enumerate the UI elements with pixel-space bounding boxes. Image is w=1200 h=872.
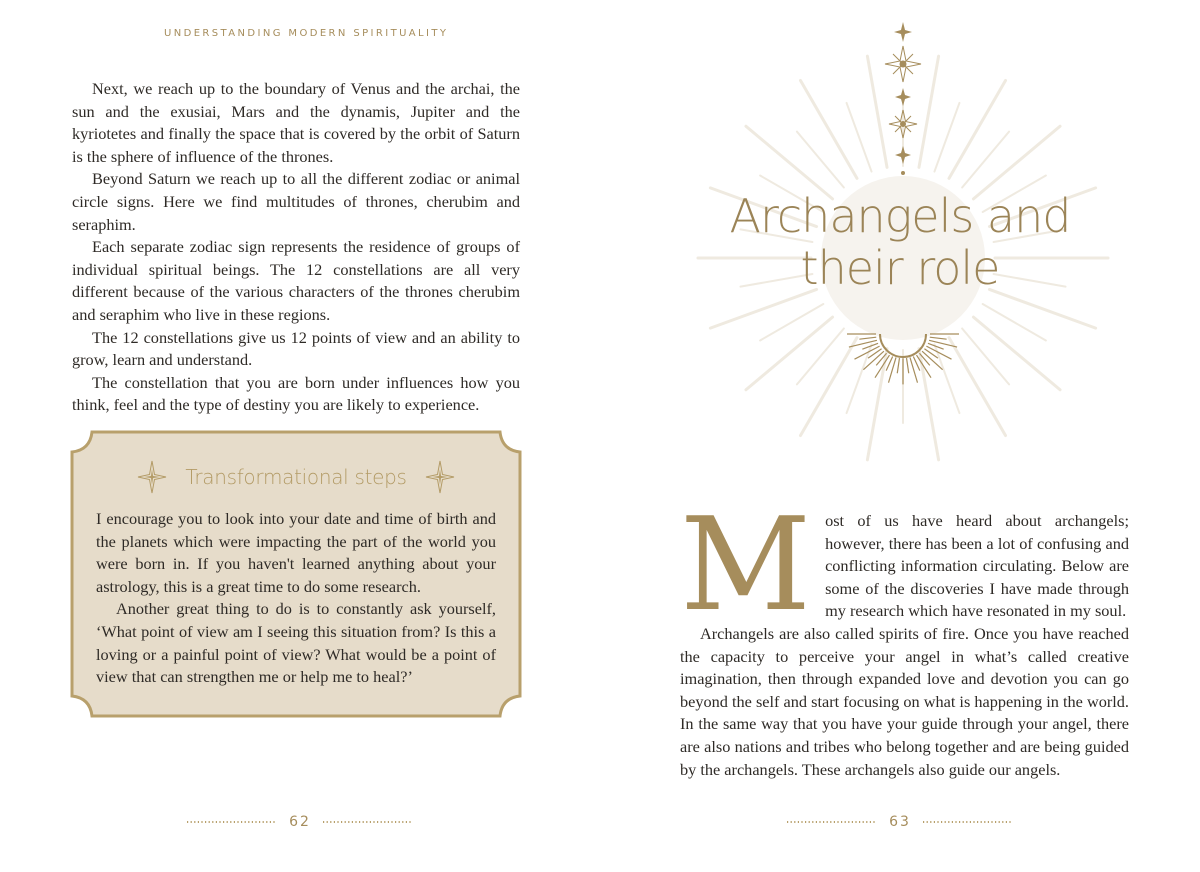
title-line-1: Archangels and [729, 189, 1071, 243]
star-chain-icon [885, 22, 921, 175]
sunburst-ray [949, 338, 1006, 436]
half-sun-icon [847, 334, 959, 384]
box-body-text [96, 508, 496, 689]
sunburst-ray [847, 344, 872, 413]
sunburst-ray [710, 289, 816, 328]
sunburst-ray [797, 132, 844, 188]
sunburst-ray [746, 317, 833, 390]
sunburst-ray [983, 304, 1046, 341]
sunburst-ray [989, 289, 1095, 328]
sunburst-ray [867, 349, 887, 460]
left-body-text [72, 78, 520, 417]
dotted-rule-icon [787, 819, 877, 825]
page-number: 62 [289, 814, 311, 830]
sunburst-ray [746, 126, 833, 199]
four-point-star-icon [137, 460, 167, 494]
page-number-right [600, 814, 1200, 830]
sunburst-ray [760, 304, 823, 341]
sunburst-ray [919, 56, 939, 167]
sunburst-ray [847, 103, 872, 172]
box-title [70, 460, 522, 490]
half-sun-ray [889, 357, 897, 382]
sunburst-ray [934, 103, 959, 172]
sunburst-ray [797, 328, 844, 384]
running-head: UNDERSTANDING MODERN SPIRITUALITY [164, 28, 449, 39]
sunburst-ray [973, 317, 1060, 390]
paragraph: I encourage you to look into your date and time of birth and the planets which were impacting the part of the world you were born in. If you haven't learned anything about your astrology, this is a great time to do some research. [96, 509, 496, 596]
paragraph: Next, we reach up to the boundary of Venus and the archai, the sun and the exusiai, Mars and the dynamis, Jupiter and the kyriotetes and finally the space that is covered by the orbit of Saturn is the sphere of influence of the thrones. [72, 79, 520, 166]
paragraph [680, 491, 1129, 640]
four-point-star-icon [425, 460, 455, 494]
sunburst-ray [801, 338, 858, 436]
sunburst-ray [801, 80, 858, 178]
page-number: 63 [889, 814, 911, 830]
right-body-text [680, 491, 1129, 781]
sunburst-ray [934, 344, 959, 413]
half-sun-ray [930, 337, 947, 339]
chapter-title [600, 190, 1200, 294]
sunburst-ray [867, 56, 887, 167]
box-title-text: Transformational steps [185, 465, 407, 489]
sunburst-ray [949, 80, 1006, 178]
paragraph: Each separate zodiac sign represents the residence of groups of individual spiritual beings. The 12 constellations are all very different because of the various characters of the thrones cherubim and seraphim who live in these regions. [72, 237, 520, 324]
first-paragraph-text: ost of us have heard about archangels; however, there has been a lot of confusing and conflicting information circulating. Below are some of the discoveries I have made through my research which have resonated in my soul. [825, 511, 1129, 621]
title-line-2: their role [800, 241, 1000, 295]
sunburst-ray [919, 349, 939, 460]
transformational-steps-box [70, 430, 522, 718]
dotted-rule-icon [187, 819, 277, 825]
right-page [600, 0, 1200, 872]
dotted-rule-icon [923, 819, 1013, 825]
half-sun-ray [907, 358, 909, 373]
half-sun-ray [859, 337, 876, 339]
drop-cap: M [680, 491, 812, 640]
sunburst-ray [962, 328, 1009, 384]
half-sun-ray [910, 357, 918, 382]
dotted-rule-icon [323, 819, 413, 825]
paragraph: The 12 constellations give us 12 points of view and an ability to grow, learn and understand. [72, 327, 520, 370]
page-number-left [0, 814, 600, 830]
paragraph: Beyond Saturn we reach up to all the different zodiac or animal circle signs. Here we find multitudes of thrones, cherubim and seraphim. [72, 169, 520, 234]
paragraph: Another great thing to do is to constantly ask yourself, ‘What point of view am I seeing this situation from? Is this a loving or a painful point of view? What would be a point of view that can strengthen me or help me to heal?’ [96, 599, 496, 687]
half-sun-ray [897, 358, 899, 373]
sunburst-ray [973, 126, 1060, 199]
paragraph: Archangels are also called spirits of fire. Once you have reached the capacity to perceive your angel in what’s called creative imagination, then through expanded love and devotion you can go beyond the self and start focusing on what is happening in the world. In the same way that you have your guide through your angel, there are also nations and tribes who belong together and are being guided by the archangels. These archangels also guide our angels. [680, 623, 1129, 779]
sunburst-ray [962, 132, 1009, 188]
paragraph: The constellation that you are born under influences how you think, feel and the type of destiny you are likely to experience. [72, 372, 520, 415]
